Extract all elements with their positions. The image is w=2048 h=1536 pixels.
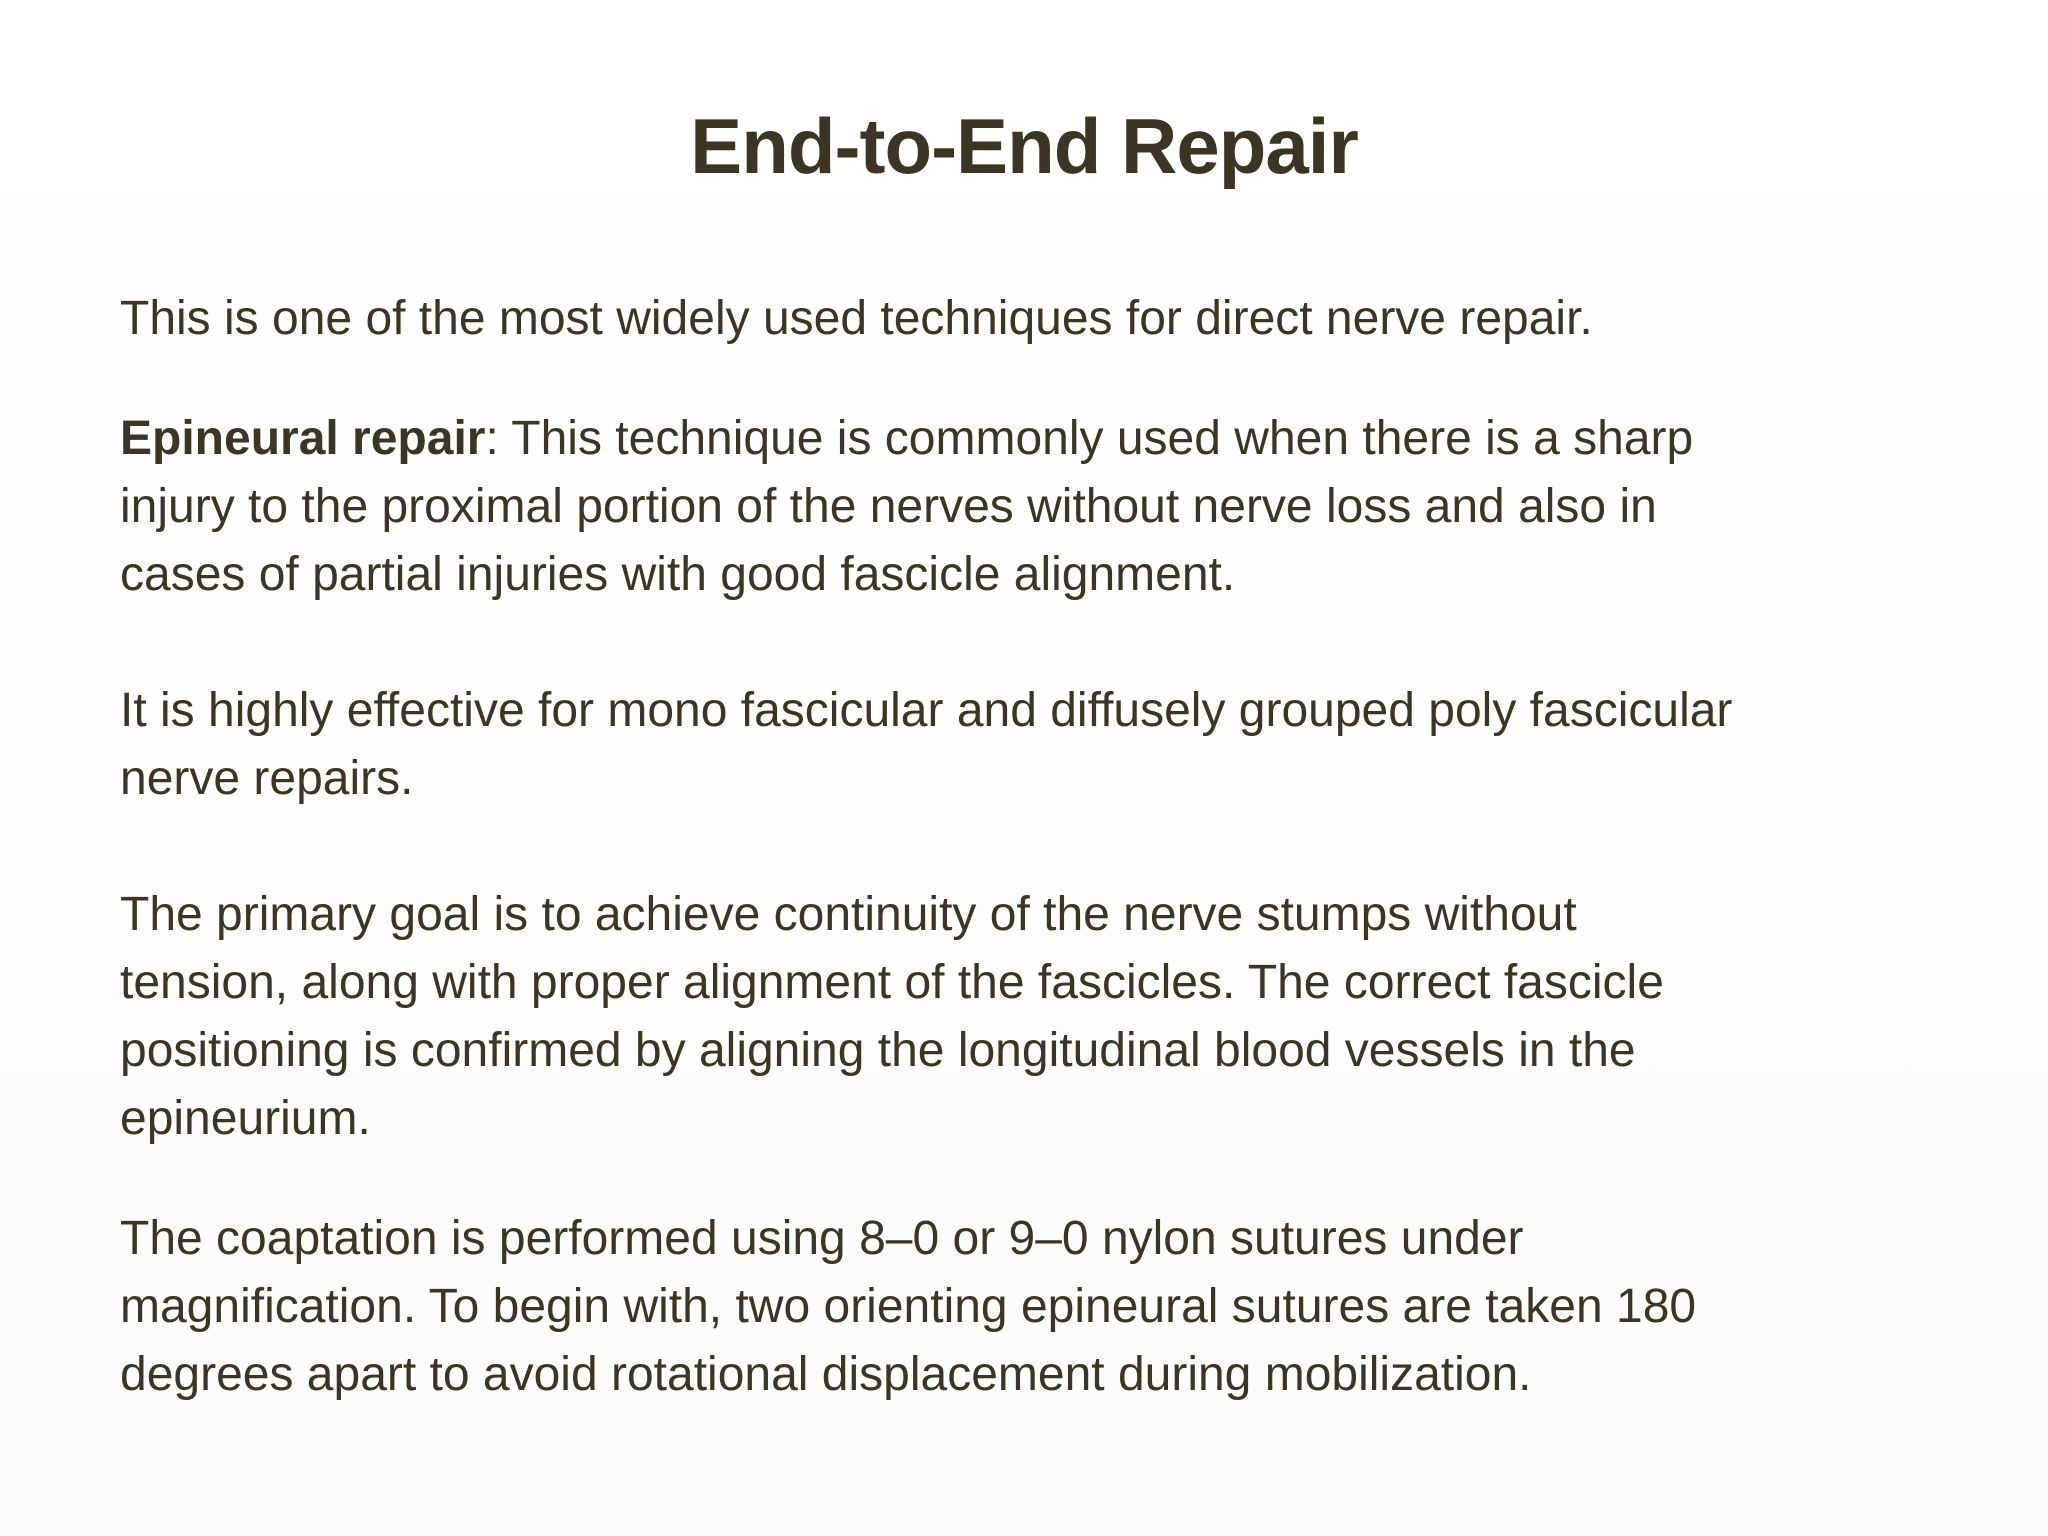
intro-paragraph: This is one of the most widely used techniques for direct nerve repair.	[120, 292, 1593, 345]
goal-paragraph: The primary goal is to achieve continuity of the nerve stumps without tension, along with proper alignment of the fascicles. The correct fascicle positioning is confirmed by aligning the longitudinal blood vessels in the epineurium.	[120, 888, 1664, 1145]
slide-title: End-to-End Repair	[690, 102, 1358, 190]
slide-body	[120, 285, 1950, 1409]
epineural-text: : This technique is commonly used when there is a sharp injury to the proximal portion of the nerves without nerve loss and also in cases of partial injuries with good fascicle alignment.	[120, 412, 1694, 601]
epineural-paragraph	[120, 405, 1950, 609]
epineural-label: Epineural repair	[120, 412, 486, 465]
coaptation-paragraph: The coaptation is performed using 8–0 or 9–0 nylon sutures under magnification. To begin with, two orienting epineural sutures are taken 180 degrees apart to avoid rotational displacement during mobilization.	[120, 1212, 1697, 1401]
effectiveness-paragraph: It is highly effective for mono fascicular and diffusely grouped poly fascicular nerve repairs.	[120, 684, 1733, 805]
